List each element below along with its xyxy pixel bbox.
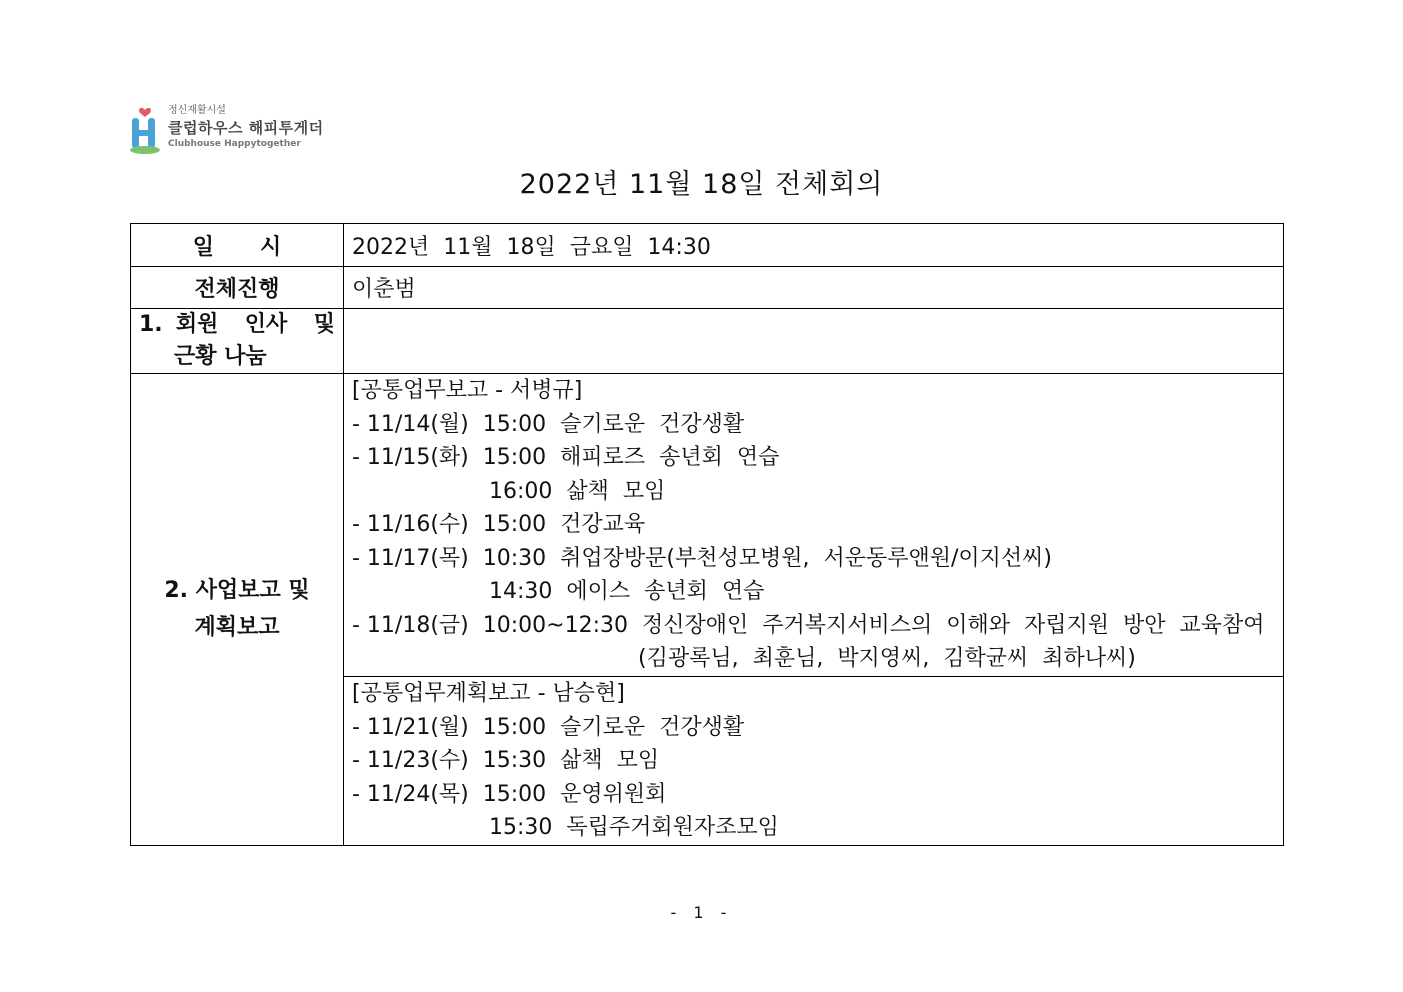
document-title: 2022년 11월 18일 전체회의 (519, 169, 884, 200)
list-item: - 11/24(목) 15:00 운영위원회 (352, 781, 667, 807)
list-item: - 11/18(금) 10:00~12:30 정신장애인 주거복지서비스의 이해와 자립지원 방안 교육참여 (352, 612, 1265, 638)
plan-cell (344, 677, 1284, 846)
section1-label-line1: 1. 회원 인사 및 (139, 312, 335, 337)
list-item: 14:30 에이스 송년회 연습 (489, 579, 765, 604)
section1-value (344, 309, 1284, 374)
logo-h-icon (128, 106, 162, 154)
table-row (131, 309, 1284, 374)
list-item: - 11/17(목) 10:30 취업장방문(부천성모병원, 서운동루앤원/이지선씨) (352, 545, 1052, 571)
list-item: - 11/21(월) 15:00 슬기로운 건강생활 (352, 714, 745, 740)
logo-subtitle: 정신재활시설 (168, 105, 226, 116)
list-item: - 11/23(수) 15:30 삶책 모임 (352, 748, 660, 773)
clubhouse-logo (128, 104, 328, 156)
table-row (131, 374, 1284, 677)
page-number: - 1 - (670, 903, 733, 922)
report-cell (344, 374, 1284, 677)
list-item: - 11/14(월) 15:00 슬기로운 건강생활 (352, 411, 745, 437)
logo-name: 클럽하우스 해피투게더 (168, 119, 324, 137)
meeting-minutes-table (130, 223, 1284, 846)
section1-label (131, 309, 344, 374)
host-value: 이춘범 (344, 267, 1284, 309)
section2-label (131, 374, 344, 846)
list-item: 16:00 삶책 모임 (489, 478, 666, 504)
plan-heading: [공통업무계획보고 - 남승현] (352, 681, 625, 706)
logo-english-name: Clubhouse Happytogether (168, 139, 301, 149)
report-heading: [공통업무보고 - 서병규] (352, 378, 583, 403)
table-row (131, 267, 1284, 309)
list-item: (김광록님, 최훈님, 박지영씨, 김학균씨 최하나씨) (638, 646, 1136, 671)
host-label: 전체진행 (131, 267, 344, 309)
section2-label-line1: 2. 사업보고 및 (164, 578, 310, 604)
table-row (131, 224, 1284, 267)
list-item: - 11/15(화) 15:00 해피로즈 송년회 연습 (352, 445, 780, 470)
list-item: 15:30 독립주거회원자조모임 (489, 815, 779, 840)
list-item: - 11/16(수) 15:00 건강교육 (352, 512, 646, 537)
datetime-value: 2022년 11월 18일 금요일 14:30 (344, 224, 1284, 267)
datetime-label: 일 시 (131, 224, 344, 267)
section1-label-line2: 근황 나눔 (174, 344, 267, 369)
section2-label-line2: 계획보고 (194, 615, 280, 641)
